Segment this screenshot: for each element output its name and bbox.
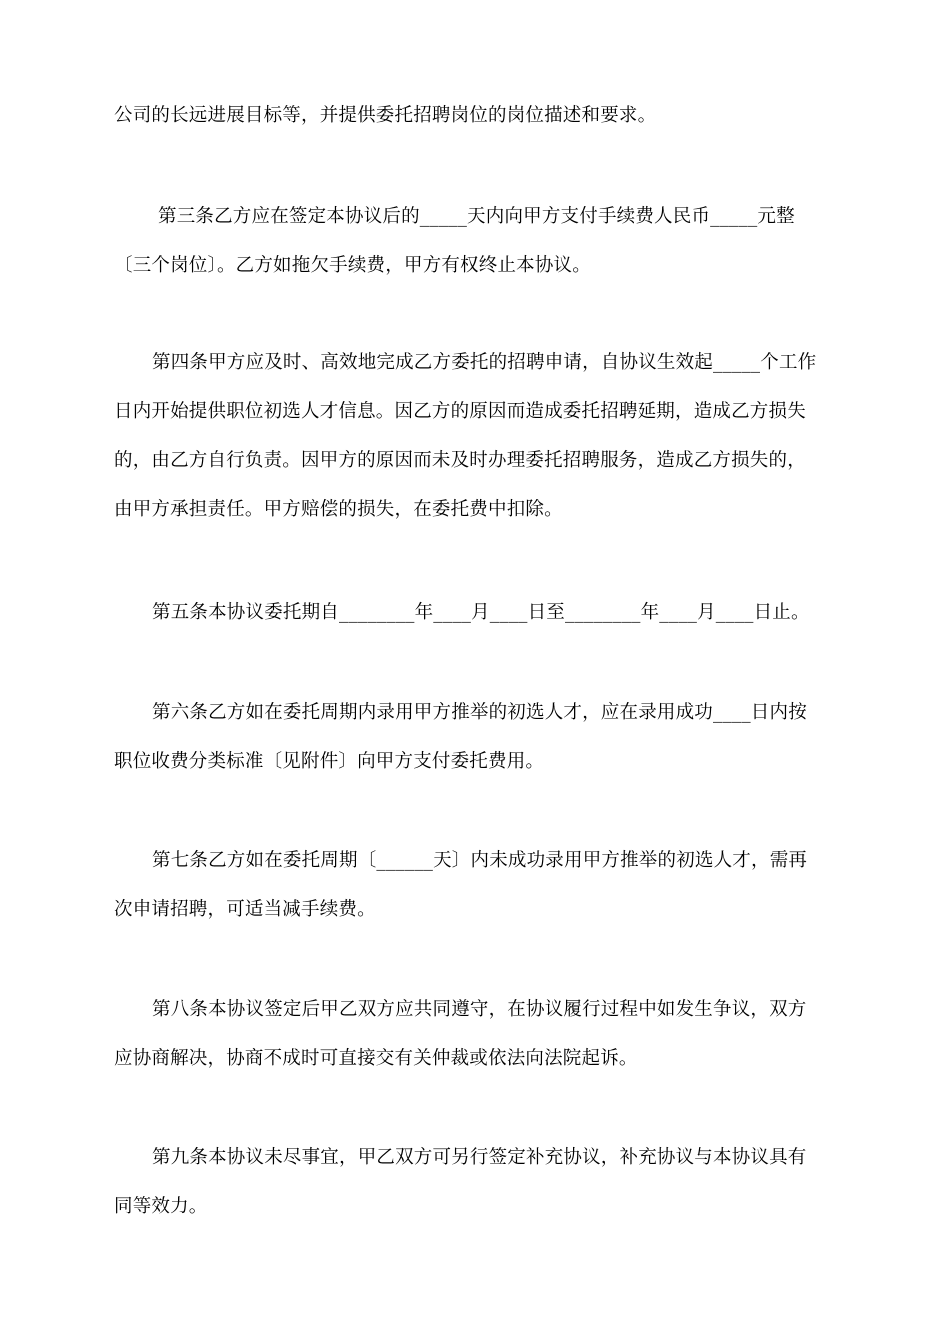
text-line: 公司的长远进展目标等，并提供委托招聘岗位的岗位描述和要求。 xyxy=(114,105,657,126)
text-line: 第四条甲方应及时、高效地完成乙方委托的招聘申请，自协议生效起_____个工作 xyxy=(152,352,817,373)
paragraph-article-4 xyxy=(114,338,844,534)
paragraph-article-6 xyxy=(114,688,844,786)
text-line: 同等效力。 xyxy=(114,1196,208,1217)
text-line: 第六条乙方如在委托周期内录用甲方推举的初选人才，应在录用成功____日内按 xyxy=(152,702,807,723)
paragraph-intro xyxy=(114,91,844,140)
paragraph-article-7 xyxy=(114,836,844,934)
text-line: 应协商解决，协商不成时可直接交有关仲裁或依法向法院起诉。 xyxy=(114,1048,638,1069)
text-line: 第五条本协议委托期自________年____月____日至________年____月____日止。 xyxy=(152,602,810,623)
text-line: 日内开始提供职位初选人才信息。因乙方的原因而造成委托招聘延期，造成乙方损失 xyxy=(114,401,806,422)
paragraph-article-5 xyxy=(114,588,844,637)
paragraph-article-9 xyxy=(114,1133,844,1231)
text-line: 次申请招聘，可适当减手续费。 xyxy=(114,899,376,920)
paragraph-article-3 xyxy=(114,192,844,290)
paragraph-article-8 xyxy=(114,985,844,1083)
text-line: 的，由乙方自行负责。因甲方的原因而未及时办理委托招聘服务，造成乙方损失的， xyxy=(114,450,806,471)
text-line: 第九条本协议未尽事宜，甲乙双方可另行签定补充协议，补充协议与本协议具有 xyxy=(152,1147,807,1168)
text-line: 职位收费分类标准〔见附件〕向甲方支付委托费用。 xyxy=(114,751,545,772)
text-line: 〔三个岗位〕。乙方如拖欠手续费，甲方有权终止本协议。 xyxy=(114,255,591,276)
text-line: 第七条乙方如在委托周期〔______天〕内未成功录用甲方推举的初选人才，需再 xyxy=(152,850,808,871)
text-line: 第八条本协议签定后甲乙双方应共同遵守，在协议履行过程中如发生争议，双方 xyxy=(152,999,807,1020)
text-line: 由甲方承担责任。甲方赔偿的损失，在委托费中扣除。 xyxy=(114,499,563,520)
text-line: 第三条乙方应在签定本协议后的_____天内向甲方支付手续费人民币_____元整 xyxy=(158,206,795,227)
